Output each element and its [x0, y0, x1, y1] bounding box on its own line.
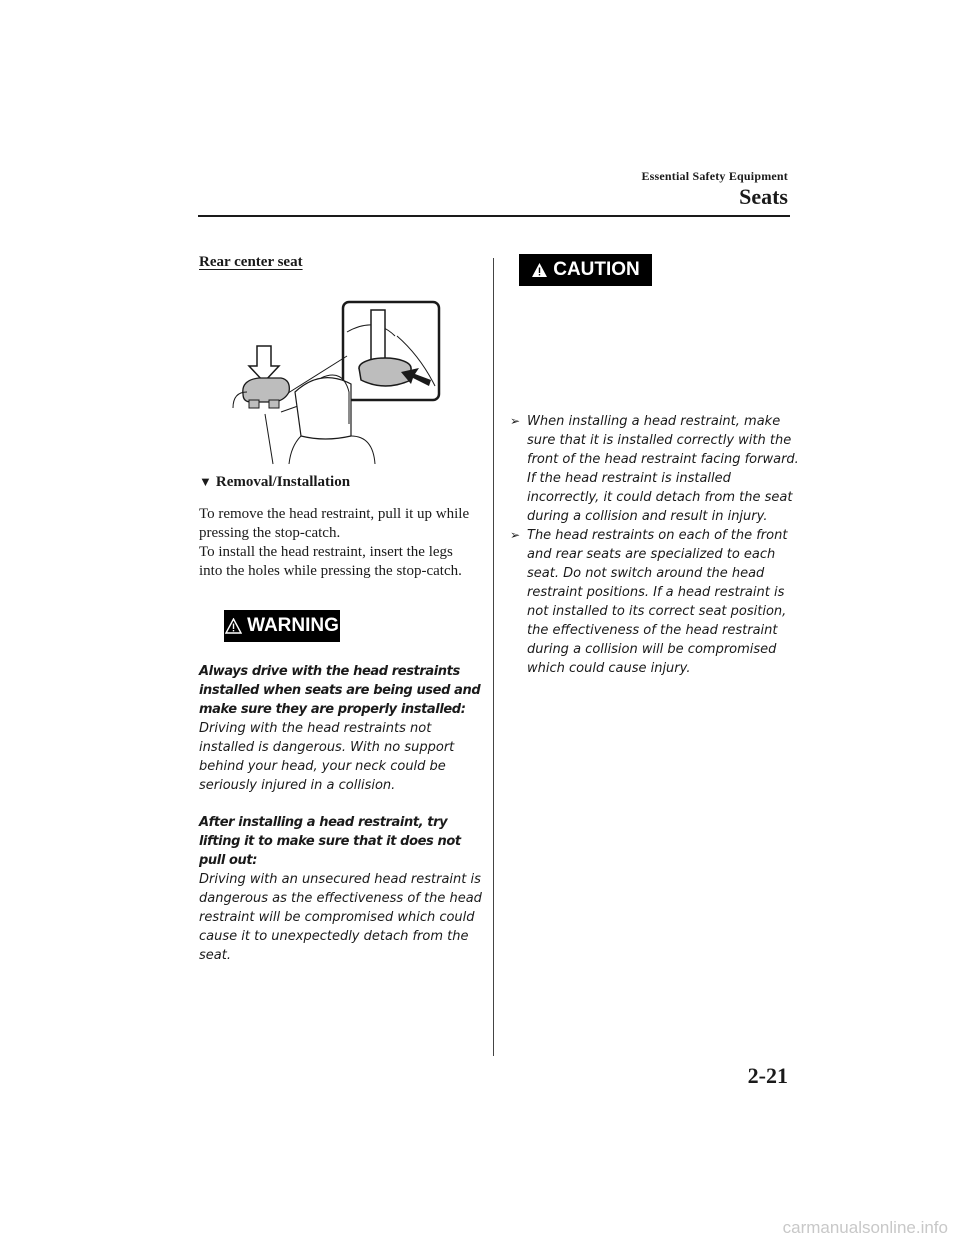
warning-item-2-bold: After installing a head restraint, try lifting it to make sure that it does not pull out:: [199, 815, 461, 868]
warning-item-1-text: Driving with the head restraints not installed is dangerous. With no support behind your head, your neck could be seriously injured in a collision.: [199, 721, 455, 793]
triangle-down-icon: ▼: [199, 474, 212, 489]
warning-label: [224, 610, 340, 642]
instruction-install: To install the head restraint, insert the legs into the holes while pressing the stop-catch.: [199, 544, 462, 579]
warning-triangle-icon: [225, 618, 242, 634]
instruction-remove: To remove the head restraint, pull it up while pressing the stop-catch.: [199, 506, 470, 541]
removal-instructions: [199, 505, 474, 581]
removal-heading-text: Removal/Installation: [215, 474, 351, 490]
column-divider: [493, 258, 494, 1056]
arrow-bullet-icon: ➢: [510, 528, 521, 542]
subheading-rear-center-seat: Rear center seat: [199, 254, 303, 270]
watermark: carmanualsonline.info: [782, 1218, 948, 1237]
caution-item: [510, 526, 800, 678]
arrow-bullet-icon: ➢: [510, 414, 521, 428]
warning-text: [199, 662, 484, 965]
warning-label-text: WARNING: [247, 615, 339, 636]
caution-item-text: The head restraints on each of the front and rear seats are specialized to each seat. Do not switch around the head restraint positions. If a head restraint is not installed to its correct seat position, the effectiveness of the head restraint during a collision will be compromised which could cause injury.: [527, 528, 788, 676]
section-label: Essential Safety Equipment: [641, 169, 788, 183]
warning-item-1-bold: Always drive with the head restraints installed when seats are being used and make sure they are properly installed:: [199, 664, 481, 717]
caution-list: [510, 412, 800, 678]
header-rule: [198, 215, 790, 217]
caution-label: [519, 254, 652, 286]
caution-label-text: CAUTION: [553, 259, 640, 280]
page-number: 2-21: [747, 1063, 788, 1088]
removal-heading: [199, 474, 350, 491]
section-title: Seats: [739, 184, 788, 209]
head-restraint-illustration: [225, 296, 445, 466]
warning-item-2-text: Driving with an unsecured head restraint is dangerous as the effectiveness of the head restraint will be compromised which could cause it to unexpectedly detach from the seat.: [199, 872, 482, 963]
caution-item-text: When installing a head restraint, make sure that it is installed correctly with the front of the head restraint facing forward. If the head restraint is installed incorrectly, it could detach from the seat during a collision and result in injury.: [527, 414, 799, 524]
caution-triangle-icon: [531, 262, 548, 278]
caution-item: [510, 412, 800, 526]
